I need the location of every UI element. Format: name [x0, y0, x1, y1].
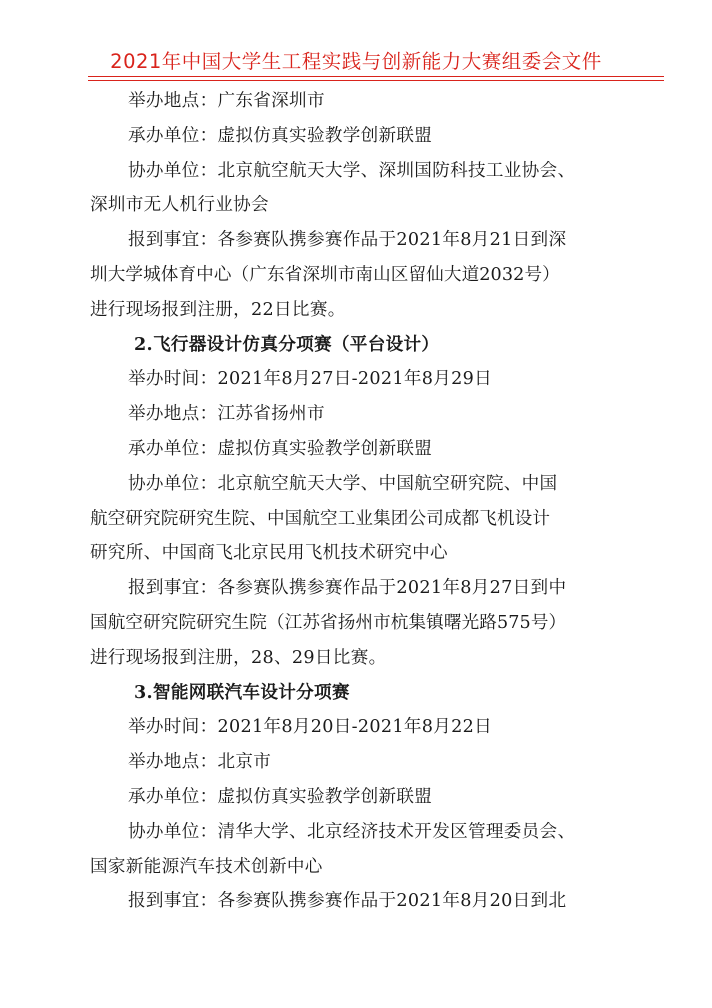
- text-line: 承办单位：虚拟仿真实验教学创新联盟: [128, 786, 433, 807]
- document-header-title: 2021年中国大学生工程实践与创新能力大赛组委会文件: [110, 50, 602, 73]
- header-rule-thin: [88, 80, 664, 81]
- text-line: 举办地点：北京市: [128, 752, 272, 773]
- document-body: [90, 84, 590, 919]
- text-line: 进行现场报到注册，28、29日比赛。: [90, 647, 387, 668]
- text-line: 承办单位：虚拟仿真实验教学创新联盟: [128, 125, 433, 146]
- text-line: 承办单位：虚拟仿真实验教学创新联盟: [128, 438, 433, 459]
- text-line: 国家新能源汽车技术创新中心: [90, 856, 323, 877]
- text-line: 深圳市无人机行业协会: [90, 195, 269, 216]
- text-line: 举办地点：广东省深圳市: [128, 91, 325, 111]
- text-line: 举办地点：江苏省扬州市: [128, 404, 325, 425]
- section-heading: 2.飞行器设计仿真分项赛（平台设计）: [134, 333, 440, 355]
- text-line: 研究所、中国商飞北京民用飞机技术研究中心: [90, 543, 448, 564]
- text-line: 报到事宜：各参赛队携参赛作品于2021年8月27日到中: [128, 578, 567, 599]
- text-line: 报到事宜：各参赛队携参赛作品于2021年8月21日到深: [128, 230, 567, 251]
- text-line: 国航空研究院研究生院（江苏省扬州市杭集镇曙光路575号）: [90, 612, 567, 633]
- text-line: 举办时间：2021年8月27日-2021年8月29日: [128, 369, 492, 390]
- text-line: 航空研究院研究生院、中国航空工业集团公司成都飞机设计: [90, 508, 551, 529]
- text-line: 协办单位：清华大学、北京经济技术开发区管理委员会、: [128, 821, 576, 842]
- text-line: 进行现场报到注册，22日比赛。: [90, 299, 346, 320]
- text-line: 报到事宜：各参赛队携参赛作品于2021年8月20日到北: [128, 891, 567, 912]
- text-line: 协办单位：北京航空航天大学、中国航空研究院、中国: [128, 473, 558, 494]
- section-heading: 3.智能网联汽车设计分项赛: [134, 681, 350, 703]
- header-rule-thick: [88, 76, 664, 77]
- text-line: 协办单位：北京航空航天大学、深圳国防科技工业协会、: [128, 160, 576, 181]
- text-line: 圳大学城体育中心（广东省深圳市南山区留仙大道2032号）: [90, 264, 560, 285]
- text-line: 举办时间：2021年8月20日-2021年8月22日: [128, 717, 492, 738]
